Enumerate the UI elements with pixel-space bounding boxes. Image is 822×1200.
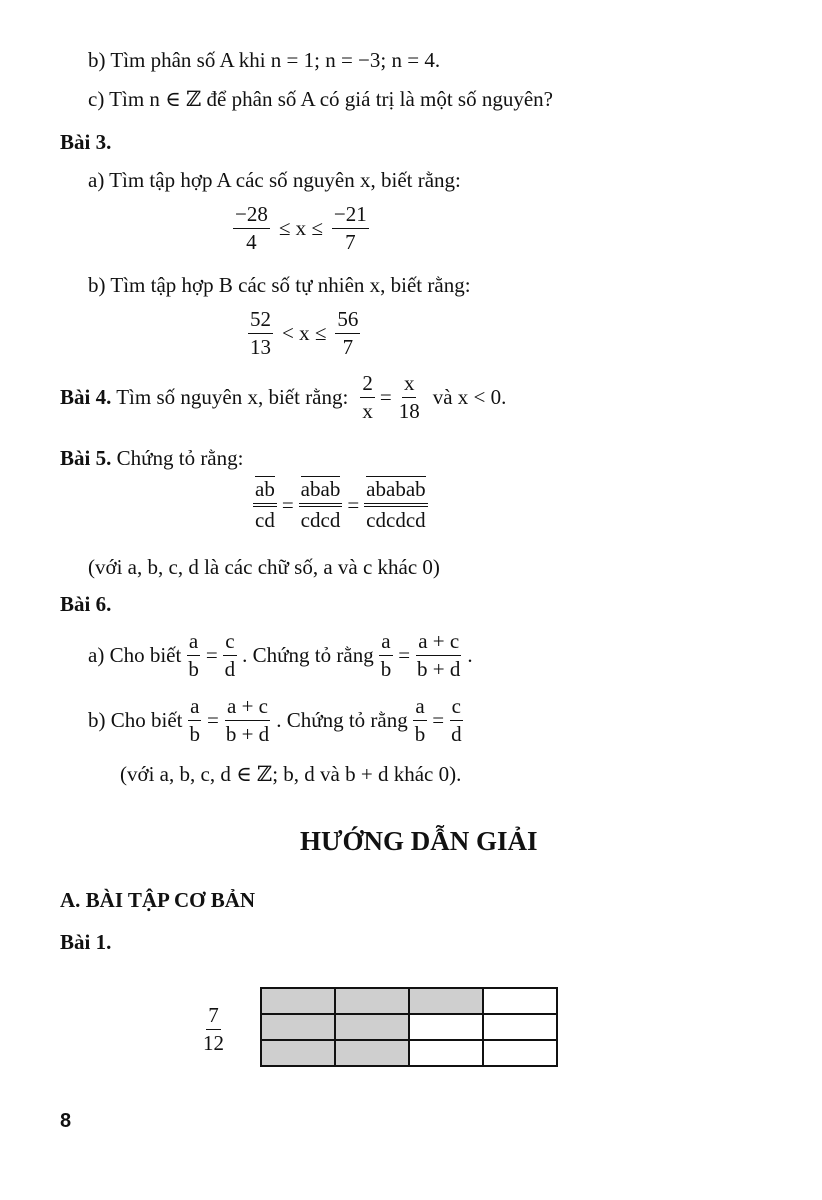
grid-row bbox=[261, 1014, 557, 1040]
denominator: cd bbox=[255, 508, 275, 533]
equals: = bbox=[347, 492, 360, 517]
denominator: 12 bbox=[203, 1031, 224, 1056]
numerator: −21 bbox=[332, 203, 369, 229]
section-title: HƯỚNG DẪN GIẢI bbox=[300, 826, 538, 856]
grid-cell-shaded bbox=[409, 988, 483, 1014]
fraction bbox=[364, 478, 427, 532]
numerator: x bbox=[402, 372, 417, 398]
denominator: 18 bbox=[398, 399, 420, 424]
fraction bbox=[379, 630, 394, 681]
denominator: b + d bbox=[417, 657, 461, 682]
fraction bbox=[413, 695, 428, 746]
grid-cell-empty bbox=[483, 1014, 557, 1040]
numerator: 52 bbox=[248, 308, 273, 334]
overline-number: ababab bbox=[366, 477, 426, 501]
grid-cell-shaded bbox=[261, 1040, 335, 1066]
denominator: cdcd bbox=[300, 508, 341, 533]
bai6-b bbox=[88, 695, 469, 746]
fraction bbox=[299, 478, 343, 532]
subsection-title: A. BÀI TẬP CƠ BẢN bbox=[60, 888, 256, 912]
bai5-title: Bài 5. bbox=[60, 446, 112, 470]
bai4 bbox=[60, 372, 506, 423]
fraction bbox=[186, 630, 201, 681]
inequality: < x ≤ bbox=[282, 321, 327, 346]
denominator: 4 bbox=[246, 230, 257, 255]
numerator: a + c bbox=[225, 695, 270, 721]
fraction bbox=[233, 203, 270, 254]
fraction bbox=[449, 695, 464, 746]
inequality: ≤ x ≤ bbox=[278, 216, 323, 241]
bai1-title: Bài 1. bbox=[60, 930, 112, 954]
denominator: b bbox=[414, 722, 426, 747]
numerator: 2 bbox=[360, 372, 375, 398]
grid-cell-shaded bbox=[335, 988, 409, 1014]
bai5-note: (với a, b, c, d là các chữ số, a và c khác 0) bbox=[88, 555, 440, 579]
numerator: 56 bbox=[335, 308, 360, 334]
bai3-a-expression bbox=[228, 203, 374, 254]
denominator: 7 bbox=[342, 335, 354, 360]
fraction bbox=[201, 1004, 226, 1055]
bai4-title: Bài 4. bbox=[60, 385, 112, 410]
denominator: b bbox=[188, 657, 199, 682]
grid-cell-shaded bbox=[335, 1040, 409, 1066]
bai4-text: Tìm số nguyên x, biết rằng: bbox=[111, 385, 349, 410]
numerator: 7 bbox=[206, 1004, 221, 1030]
numerator bbox=[253, 478, 277, 507]
numerator: a bbox=[413, 695, 426, 721]
bai6-title: Bài 6. bbox=[60, 592, 112, 616]
denominator: x bbox=[362, 399, 373, 424]
numerator: c bbox=[450, 695, 463, 721]
equals: = bbox=[379, 385, 392, 410]
text: . Chứng tỏ rằng bbox=[242, 643, 374, 668]
numerator: −28 bbox=[233, 203, 270, 229]
denominator: d bbox=[224, 657, 236, 682]
bai5-text: Chứng tỏ rằng: bbox=[111, 446, 244, 470]
bai6-note: (với a, b, c, d ∈ ℤ; b, d và b + d khác 0). bbox=[120, 762, 462, 786]
text: . Chứng tỏ rằng bbox=[276, 708, 408, 733]
fraction bbox=[360, 372, 375, 423]
overline-number: ab bbox=[255, 477, 275, 501]
equals: = bbox=[207, 708, 219, 733]
fraction bbox=[188, 695, 203, 746]
numerator: a + c bbox=[416, 630, 461, 656]
grid-row bbox=[261, 988, 557, 1014]
grid-cell-empty bbox=[483, 1040, 557, 1066]
fraction bbox=[224, 695, 271, 746]
fraction-7-12 bbox=[196, 1004, 231, 1055]
grid-row bbox=[261, 1040, 557, 1066]
page-number: 8 bbox=[60, 1110, 72, 1132]
fraction bbox=[248, 308, 273, 359]
fraction-grid bbox=[260, 987, 558, 1067]
bai3-b-expression bbox=[243, 308, 365, 359]
denominator: b bbox=[380, 657, 392, 682]
grid-cell-empty bbox=[409, 1040, 483, 1066]
period: . bbox=[467, 643, 473, 668]
bai5-heading bbox=[60, 446, 243, 471]
fraction bbox=[332, 203, 369, 254]
equals: = bbox=[281, 492, 294, 517]
denominator: b bbox=[189, 722, 200, 747]
grid-cell-shaded bbox=[335, 1014, 409, 1040]
bai3-title: Bài 3. bbox=[60, 130, 112, 154]
equals: = bbox=[398, 643, 411, 668]
bai3-a: a) Tìm tập hợp A các số nguyên x, biết rằng: bbox=[88, 168, 461, 192]
fraction bbox=[415, 630, 462, 681]
grid-cell-empty bbox=[409, 1014, 483, 1040]
grid-cell-empty bbox=[483, 988, 557, 1014]
bai2-b: b) Tìm phân số A khi n = 1; n = −3; n = 4. bbox=[88, 48, 441, 72]
bai4-condition: và x < 0. bbox=[432, 385, 507, 410]
grid-cell-shaded bbox=[261, 988, 335, 1014]
denominator: 13 bbox=[250, 335, 271, 360]
bai3-b: b) Tìm tập hợp B các số tự nhiên x, biết rằng: bbox=[88, 273, 471, 297]
grid-cell-shaded bbox=[261, 1014, 335, 1040]
denominator: 7 bbox=[345, 230, 356, 255]
denominator: b + d bbox=[225, 722, 270, 747]
text: a) Cho biết bbox=[88, 643, 182, 668]
fraction bbox=[223, 630, 238, 681]
bai6-a bbox=[88, 630, 473, 681]
numerator bbox=[364, 478, 427, 507]
fraction bbox=[397, 372, 422, 423]
numerator bbox=[299, 478, 343, 507]
denominator: d bbox=[451, 722, 462, 747]
numerator: c bbox=[223, 630, 236, 656]
text: b) Cho biết bbox=[88, 708, 183, 733]
fraction bbox=[253, 478, 277, 532]
fraction bbox=[335, 308, 360, 359]
numerator: a bbox=[187, 630, 200, 656]
equals: = bbox=[432, 708, 445, 733]
equals: = bbox=[205, 643, 218, 668]
bai5-expression bbox=[248, 478, 433, 532]
bai2-c: c) Tìm n ∈ ℤ để phân số A có giá trị là một số nguyên? bbox=[88, 87, 553, 111]
denominator: cdcdcd bbox=[366, 508, 426, 533]
numerator: a bbox=[188, 695, 201, 721]
numerator: a bbox=[379, 630, 392, 656]
overline-number: abab bbox=[300, 477, 341, 501]
